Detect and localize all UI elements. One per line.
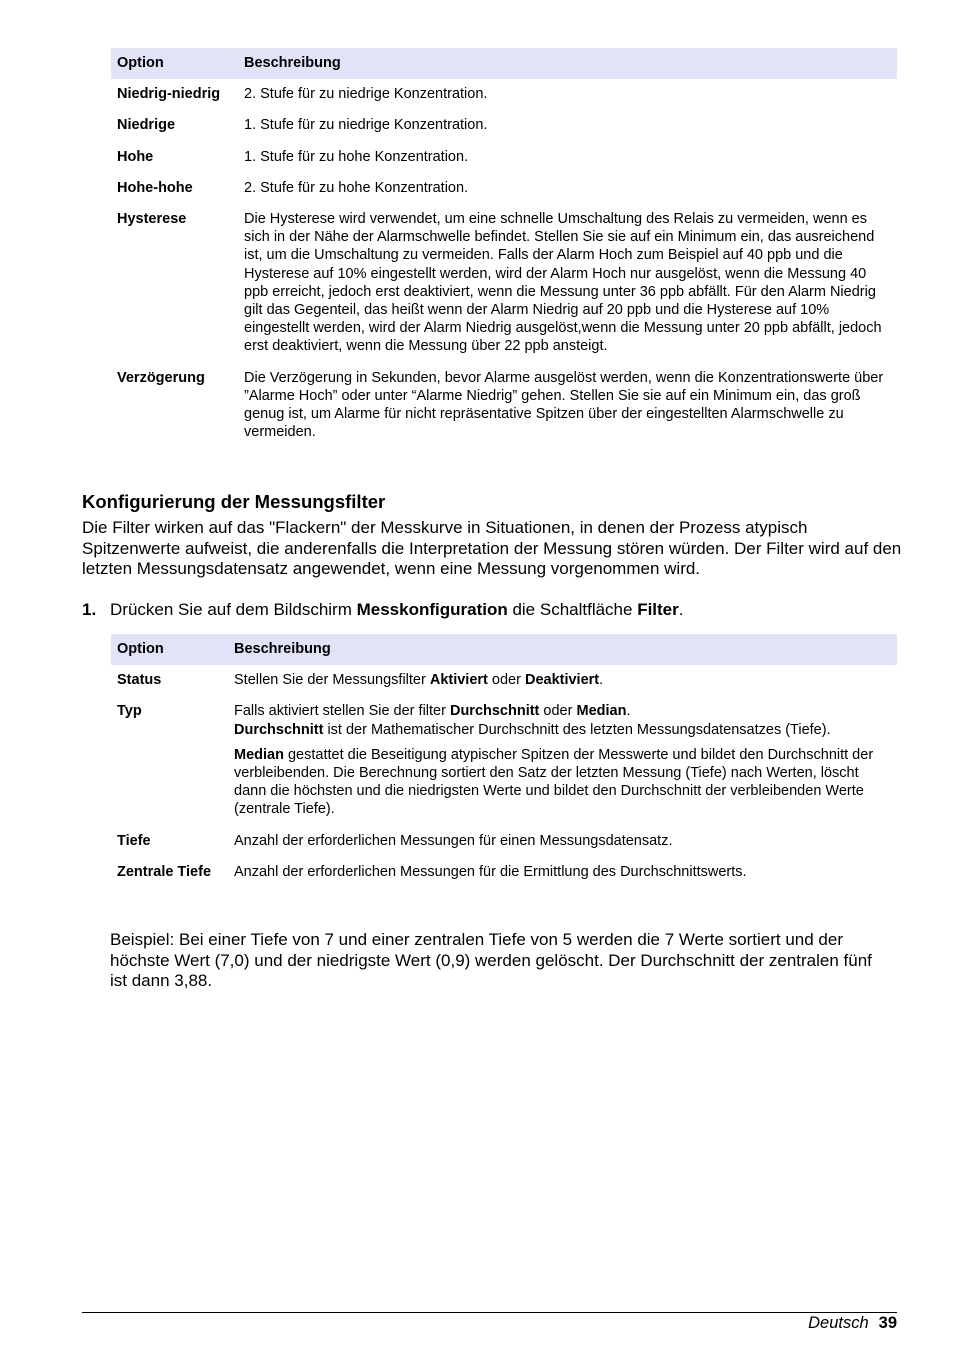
description-cell: Anzahl der erforderlichen Messungen für einen Messungsdatensatz. xyxy=(234,832,673,849)
text-run: . xyxy=(626,703,631,720)
table-row xyxy=(111,110,897,141)
option-cell: Niedrige xyxy=(117,117,176,134)
option-cell: Tiefe xyxy=(117,832,151,849)
column-header-description: Beschreibung xyxy=(238,48,897,79)
page-footer xyxy=(808,1313,897,1333)
option-cell: Hohe-hohe xyxy=(117,179,193,196)
bold-term: Durchschnitt xyxy=(449,703,540,720)
intro-paragraph: Die Filter wirken auf das "Flackern" der Messkurve in Situationen, in denen der Prozess atypisch Spitzenwerte aufweist, die anderenfalls die Interpretation der Messung stören würden. Der Filter wird auf den letzten Messungsdatensatz angewendet, wenn eine Messung vorgenommen wird. xyxy=(82,518,902,579)
option-cell: Hohe xyxy=(117,148,154,165)
section-heading: Konfigurierung der Messungsfilter xyxy=(82,491,386,512)
button-name: Filter xyxy=(637,600,679,619)
option-cell: Hysterese xyxy=(117,211,187,228)
text-run: Stellen Sie der Messungsfilter xyxy=(234,672,430,689)
example-paragraph: Beispiel: Bei einer Tiefe von 7 und einer zentralen Tiefe von 5 werden die 7 Werte sortiert und der höchste Wert (7,0) und der niedrigste Wert (0,9) werden gelöscht. Der Durchschnitt der zentralen fünf ist dann 3,88. xyxy=(110,930,872,991)
option-cell: Typ xyxy=(117,703,142,720)
text-run: gestattet die Beseitigung atypischer Spitzen der Messwerte und bildet den Durchschnitt der verbleibenden. Die Berechnung sortiert den Satz der letzten Messung (Tiefe) nach Werten, löscht dann die höchsten und die niedrigsten Werte und bildet den Durchschnitt der verbleibenden Werte (zentrale Tiefe). xyxy=(234,746,874,818)
option-cell: Verzögerung xyxy=(117,369,205,386)
page-number: 39 xyxy=(878,1314,897,1332)
step-text: . xyxy=(678,600,684,619)
alarm-options-table xyxy=(111,48,897,448)
table-row xyxy=(111,696,897,825)
bold-term: Deaktiviert xyxy=(524,672,600,689)
filter-options-table xyxy=(111,634,897,888)
option-cell: Zentrale Tiefe xyxy=(117,863,212,880)
description-cell: 1. Stufe für zu hohe Konzentration. xyxy=(244,148,469,165)
table-row xyxy=(111,204,897,363)
footer-language: Deutsch xyxy=(808,1314,869,1332)
description-cell xyxy=(228,665,897,696)
bold-term: Durchschnitt xyxy=(234,721,324,738)
footer-divider xyxy=(82,1312,897,1313)
text-run: ist der Mathematischer Durchschnitt des letzten Messungsdatensatzes (Tiefe). xyxy=(323,721,831,738)
text-run: oder xyxy=(487,672,525,689)
table-header-row xyxy=(111,48,897,79)
description-paragraph xyxy=(234,746,891,819)
option-cell: Status xyxy=(117,672,162,689)
column-header-option: Option xyxy=(111,48,238,79)
table-header-row xyxy=(111,634,897,665)
description-cell: Anzahl der erforderlichen Messungen für die Ermittlung des Durchschnittswerts. xyxy=(234,863,747,880)
table-row xyxy=(111,857,897,888)
description-cell: 1. Stufe für zu niedrige Konzentration. xyxy=(244,117,488,134)
table-row xyxy=(111,142,897,173)
step-text: die Schaltfläche xyxy=(507,600,638,619)
table-row xyxy=(111,173,897,204)
table-row xyxy=(111,363,897,449)
description-cell: Die Verzögerung in Sekunden, bevor Alarme ausgelöst werden, wenn die Konzentrationswerte über ”Alarme Hoch” oder unter “Alarme Niedrig” gehen. Stellen Sie sie auf ein Minimum ein, das groß genug ist, um Alarme für nicht repräsentative Spitzen über der eingestellten Alarmschwelle zu vermeiden. xyxy=(244,369,884,441)
option-cell: Niedrig-niedrig xyxy=(117,86,221,103)
table-row xyxy=(111,665,897,696)
step-1 xyxy=(82,600,683,621)
table-row xyxy=(111,826,897,857)
column-header-option: Option xyxy=(111,634,228,665)
step-text: Drücken Sie auf dem Bildschirm xyxy=(110,600,357,619)
text-run: oder xyxy=(539,703,577,720)
bold-term: Median xyxy=(234,746,284,763)
text-run: . xyxy=(599,672,604,689)
bold-term: Median xyxy=(576,703,627,720)
bold-term: Aktiviert xyxy=(429,672,488,689)
text-run: Falls aktiviert stellen Sie der filter xyxy=(234,703,450,720)
description-paragraph xyxy=(234,702,891,738)
description-cell: 2. Stufe für zu hohe Konzentration. xyxy=(244,179,469,196)
description-cell xyxy=(228,696,897,825)
table-row xyxy=(111,79,897,110)
screen-name: Messkonfiguration xyxy=(356,600,508,619)
column-header-description: Beschreibung xyxy=(228,634,897,665)
description-cell: Die Hysterese wird verwendet, um eine schnelle Umschaltung des Relais zu vermeiden, wenn es sich in der Nähe der Alarmschwelle befindet. Stellen Sie sie auf ein Minimum ein, das ausreichend ist, um die Umschaltung zu vermeiden. Falls der Alarm Hoch zum Beispiel auf 40 ppb und die Hysterese auf 10% eingestellt werden, wird der Alarm Hoch nur ausgelöst, wenn die Messung 40 ppb erreicht, jedoch erst deaktiviert, wenn die Messung unter 36 ppb abfällt. Für den Alarm Niedrig gilt das Gegenteil, das heißt wenn der Alarm Niedrig auf 20 ppb und die Hysterese auf 10% eingestellt werden, wird der Alarm Niedrig ausgelöst,wenn die Messung unter 20 ppb abfällt, jedoch erst deaktiviert, wenn die Messung über 22 ppb ansteigt. xyxy=(244,211,882,355)
description-cell: 2. Stufe für zu niedrige Konzentration. xyxy=(244,86,488,103)
step-number: 1. xyxy=(82,600,97,619)
